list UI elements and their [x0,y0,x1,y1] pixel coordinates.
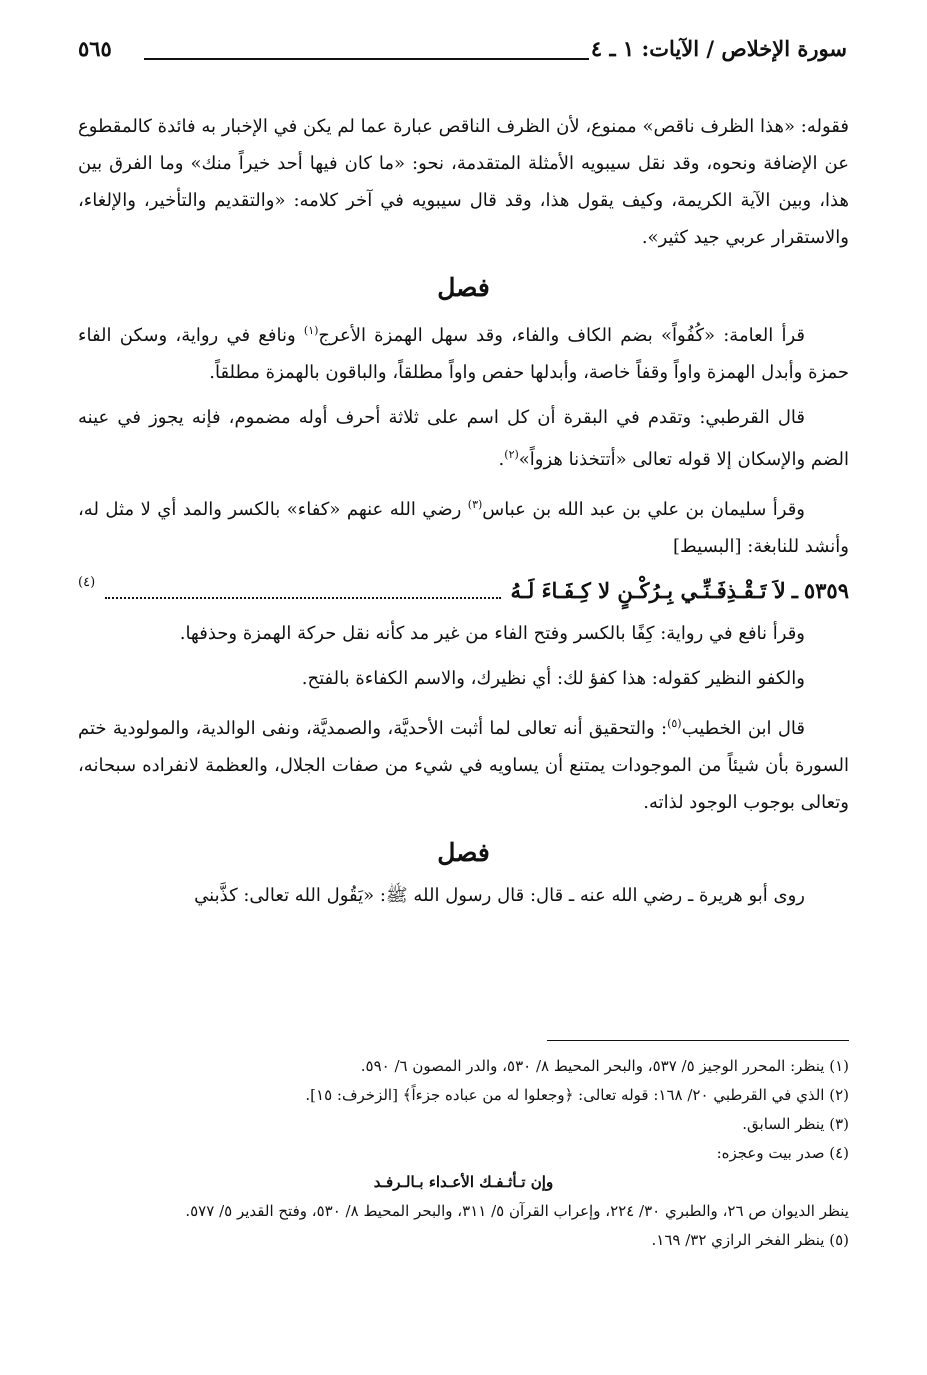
footnote-2: (٢) الذي في القرطبي ٢٠/ ١٦٨: قوله تعالى: ﴿وجعلوا له من عباده جزءاً﴾ [الزخرف: ١٥]. [305,1086,849,1104]
header-title: سورة الإخلاص / الآيات: ١ ـ ٤ [590,36,847,61]
paragraph-3: قال القرطبي: وتقدم في البقرة أن كل اسم على ثلاثة أحرف أوله مضموم، فإنه يجوز في عينه الضم والإسكان إلا قوله تعالى «أتتخذنا هزواً»$^{(٢)}$. [78,407,849,470]
paragraph-7: قال ابن الخطيب$^{(٥)}$: والتحقيق أنه تعالى لما أثبت الأحديَّة، والصمديَّة، ونفى الوالدية، والمولودية ختم السورة بأن شيئاً من الموجودات يمتنع أن يساويه في شيء من صفات الجلال، والعظمة لانفراده سبحانه، وتعالى بوجوب الوجود لذاته. [78,717,849,813]
footnote-4-sources: ينظر الديوان ص ٢٦، والطبري ٣٠/ ٢٢٤، وإعراب القرآن ٥/ ٣١١، والبحر المحيط ٨/ ٥٣٠، وفتح القدير ٥/ ٥٧٧. [185,1202,849,1220]
paragraph-5: وقرأ نافع في رواية: كِفًا بالكسر وفتح الفاء من غير مد كأنه نقل حركة الهمزة وحذفها. [179,623,805,644]
footnote-4: (٤) صدر بيت وعجزه: [716,1144,849,1162]
footnote-5: (٥) ينظر الفخر الرازي ٣٢/ ١٦٩. [651,1231,849,1249]
page-number: ٥٦٥ [78,36,112,61]
footnote-3: (٣) ينظر السابق. [742,1115,849,1133]
footnote-ref-3: (٣) [467,498,483,511]
header-rule [144,58,589,60]
footnote-ref-2: (٢) [504,448,519,461]
running-header [78,34,847,68]
main-text [78,108,849,914]
paragraph-8: روى أبو هريرة ـ رضي الله عنه ـ قال: قال رسول الله ﷺ: «يَقُول الله تعالى: كذَّبني [194,885,805,906]
footnote-ref-1: (١) [303,324,319,337]
section-heading-2: فصل [437,838,490,867]
verse-dotted-line [105,583,500,599]
footnote-separator [547,1040,849,1041]
footnote-ref-5: (٥) [667,717,682,730]
poem-verse [78,571,849,611]
footnote-1: (١) ينظر: المحرر الوجيز ٥/ ٥٣٧، والبحر المحيط ٨/ ٥٣٠، والدر المصون ٦/ ٥٩٠. [360,1057,849,1075]
verse-number: ٥٣٥٩ [803,578,849,603]
paragraph-4: وقرأ سليمان بن علي بن عبد الله بن عباس$^{(٣)}$ رضي الله عنهم «كفاء» بالكسر والمد أي لا مثل له، وأنشد للنابغة: [البسيط] [78,498,849,557]
footnote-4-verse: وإن تـأثـفـك الأعـداء بـالـرفـد [373,1173,554,1191]
paragraph-1: فقوله: «هذا الظرف ناقص» ممنوع، لأن الظرف الناقص عبارة عما لم يكن في الإخبار به فائدة كالمقطوع عن الإضافة ونحوه، وقد نقل سيبويه الأمثلة المتقدمة، نحو: «ما كان فيها أحد خيراً منك» وما الفرق بين هذا، وبين الآية الكريمة، وكيف يقول هذا، وقد قال سيبويه في آخر كلامه: «والتقديم والتأخير، والإلغاء، والاستقرار عربي جيد كثير». [78,116,849,248]
footnote-ref-4: (٤) [78,575,96,590]
verse-dash: ـ [791,578,798,603]
paragraph-6: والكفو النظير كقوله: هذا كفؤ لك: أي نظيرك، والاسم الكفاءة بالفتح. [301,668,805,689]
section-heading-1: فصل [437,273,490,302]
paragraph-2: قرأ العامة: «كُفُواً» بضم الكاف والفاء، وقد سهل الهمزة الأعرج$^{(١)}$ ونافع في رواية، وسكن الفاء حمزة وأبدل الهمزة واواً وقفاً خاصة، وأبدلها حفص واواً مطلقاً، والباقون بالهمزة مطلقاً. [78,324,849,383]
verse-text: لاَ تَـقْـذِفَـنِّـي بِـرُكْـنٍ لا كِـفَـاءَ لَـهُ [510,578,786,603]
footnotes [78,1052,849,1255]
